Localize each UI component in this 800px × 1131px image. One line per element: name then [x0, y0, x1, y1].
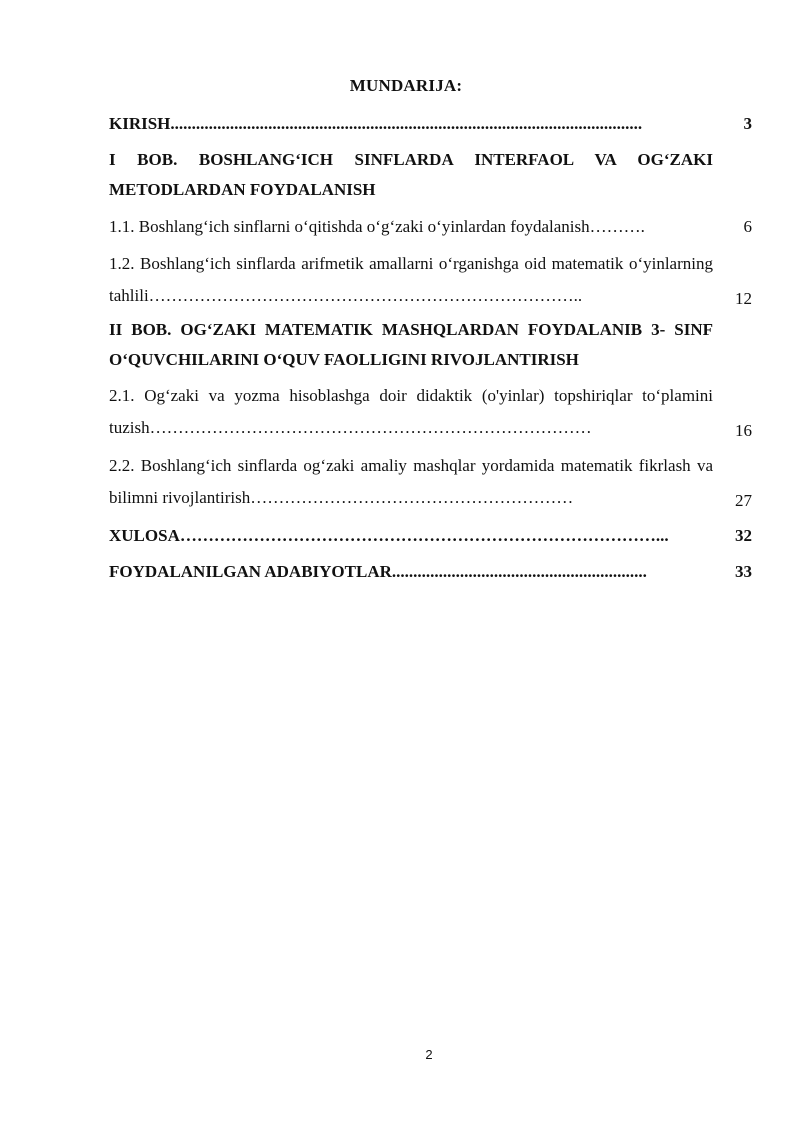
- toc-entry-text: FOYDALANILGAN ADABIYOTLAR............................................................: [109, 562, 647, 581]
- toc-entry-chapter-2: [109, 315, 752, 375]
- toc-entry-introduction: [109, 109, 752, 139]
- toc-entry-page: 32: [735, 526, 752, 545]
- toc-entry-conclusion: [109, 521, 752, 551]
- toc-entry-text: 1.1. Boshlang‘ich sinflarni o‘qitishda o‘g‘zaki o‘yinlardan foydalanish……….: [109, 217, 645, 236]
- toc-entry-page: 33: [735, 562, 752, 581]
- toc-entry-text: 2.1. Og‘zaki va yozma hisoblashga doir didaktik (o'yinlar) topshiriqlar to‘plamini tuzish……………………………………………………………………: [109, 386, 713, 437]
- toc-entry-section-2-1: [109, 380, 752, 444]
- page-number: 2: [425, 1047, 433, 1062]
- toc-entry-text: II BOB. OG‘ZAKI MATEMATIK MASHQLARDAN FOYDALANIB 3- SINF O‘QUVCHILARINI O‘QUV FAOLLIGINI RIVOJLANTIRISH: [109, 320, 713, 369]
- toc-entry-section-1-1: [109, 212, 752, 242]
- toc-entry-page: 3: [743, 114, 752, 133]
- toc-entry-page: 12: [735, 289, 752, 308]
- toc-entry-section-1-2: [109, 248, 752, 312]
- toc-entry-page: 16: [735, 421, 752, 440]
- toc-entry-references: [109, 557, 752, 587]
- toc-entry-text: I BOB. BOSHLANG‘ICH SINFLARDA INTERFAOL VA OG‘ZAKI METODLARDAN FOYDALANISH: [109, 150, 713, 199]
- toc-entry-text: XULOSA…………………………………………………………………………...: [109, 526, 669, 545]
- toc-entry-chapter-1: [109, 145, 752, 205]
- toc-entry-text: 2.2. Boshlang‘ich sinflarda og‘zaki amaliy mashqlar yordamida matematik fikrlash va bilimni rivojlantirish…………………………………………………: [109, 456, 713, 507]
- toc-entry-section-2-2: [109, 450, 752, 514]
- toc-entry-text: KIRISH...............................................................................................................: [109, 114, 643, 133]
- toc-title: MUNDARIJA:: [349, 76, 463, 95]
- toc-entry-page: 6: [743, 217, 752, 236]
- toc-entry-text: 1.2. Boshlang‘ich sinflarda arifmetik amallarni o‘rganishga oid matematik o‘yinlarning tahlili…………………………………………………………………..: [109, 254, 713, 305]
- toc-entry-page: 27: [735, 491, 752, 510]
